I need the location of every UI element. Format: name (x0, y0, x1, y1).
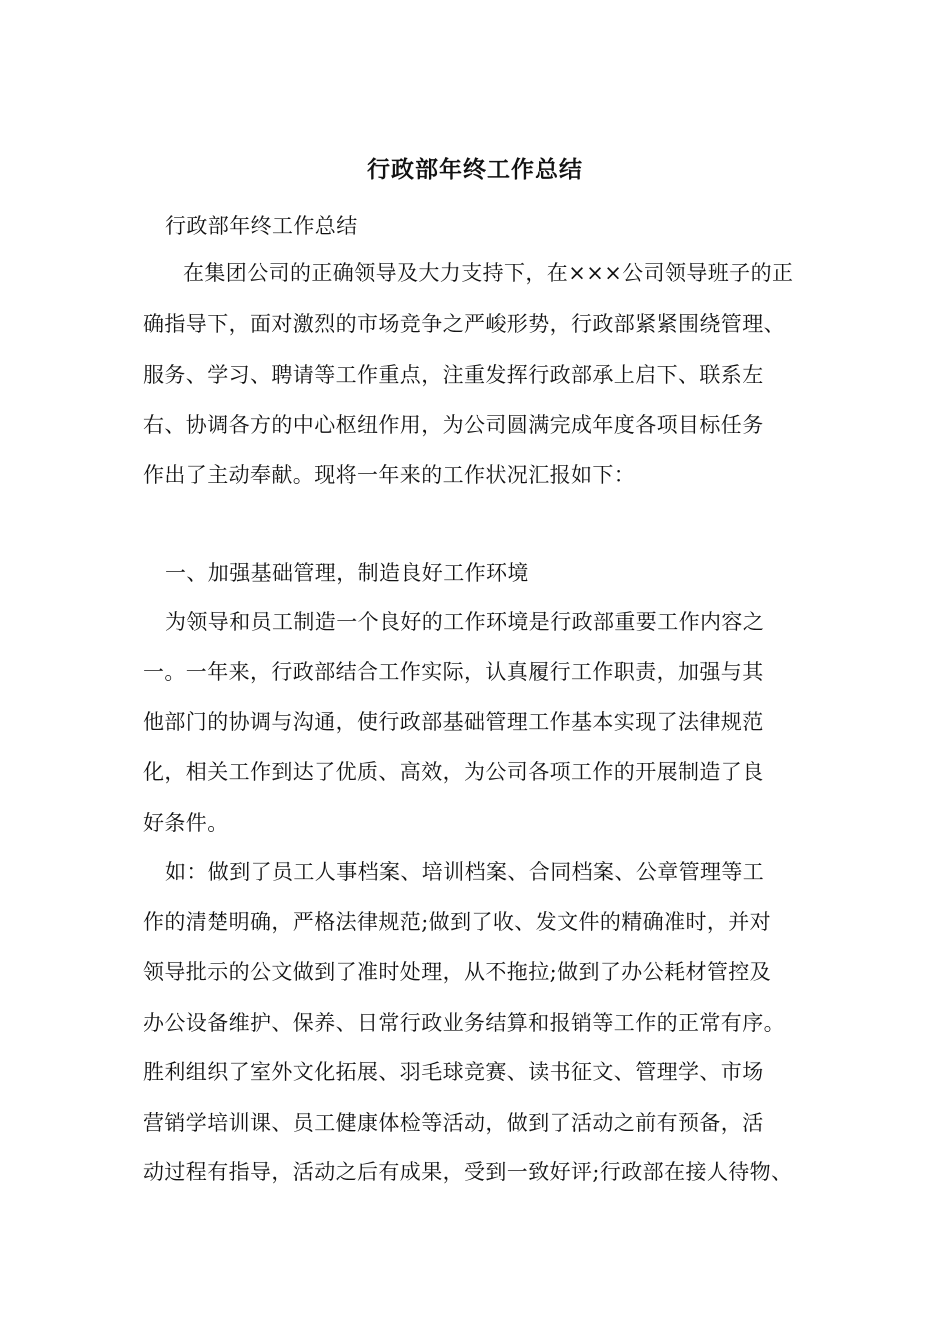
text-line: 作的清楚明确，严格法律规范;做到了收、发文件的精确准时，并对 (143, 910, 772, 934)
text-line: 确指导下，面对激烈的市场竞争之严峻形势，行政部紧紧围绕管理、 (143, 312, 785, 336)
text-line: 好条件。 (143, 811, 229, 835)
text-line: 营销学培训课、员工健康体检等活动，做到了活动之前有预备，活 (143, 1111, 764, 1135)
text-line: 如：做到了员工人事档案、培训档案、合同档案、公章管理等工 (165, 860, 765, 884)
text-line: 在集团公司的正确领导及大力支持下，在×××公司领导班子的正 (183, 261, 794, 285)
text-line: 领导批示的公文做到了准时处理，从不拖拉;做到了办公耗材管控及 (143, 960, 772, 984)
text-line: 右、协调各方的中心枢纽作用，为公司圆满完成年度各项目标任务 (143, 413, 764, 437)
text-line: 为领导和员工制造一个良好的工作环境是行政部重要工作内容之 (165, 610, 765, 634)
text-line: 他部门的协调与沟通，使行政部基础管理工作基本实现了法律规范 (143, 710, 764, 734)
text-line: 行政部年终工作总结 (165, 214, 358, 238)
document-title: 行政部年终工作总结 (367, 156, 583, 183)
text-line: 动过程有指导，活动之后有成果，受到一致好评;行政部在接人待物、 (143, 1160, 793, 1184)
text-line: 一。一年来，行政部结合工作实际，认真履行工作职责，加强与其 (143, 660, 764, 684)
text-line: 服务、学习、聘请等工作重点，注重发挥行政部承上启下、联系左 (143, 363, 764, 387)
text-line: 办公设备维护、保养、日常行政业务结算和报销等工作的正常有序。 (143, 1011, 785, 1035)
text-line: 作出了主动奉献。现将一年来的工作状况汇报如下： (143, 463, 636, 487)
section-heading: 一、加强基础管理，制造良好工作环境 (165, 561, 529, 585)
text-line: 化，相关工作到达了优质、高效，为公司各项工作的开展制造了良 (143, 760, 764, 784)
text-line: 胜利组织了室外文化拓展、羽毛球竞赛、读书征文、管理学、市场 (143, 1060, 764, 1084)
